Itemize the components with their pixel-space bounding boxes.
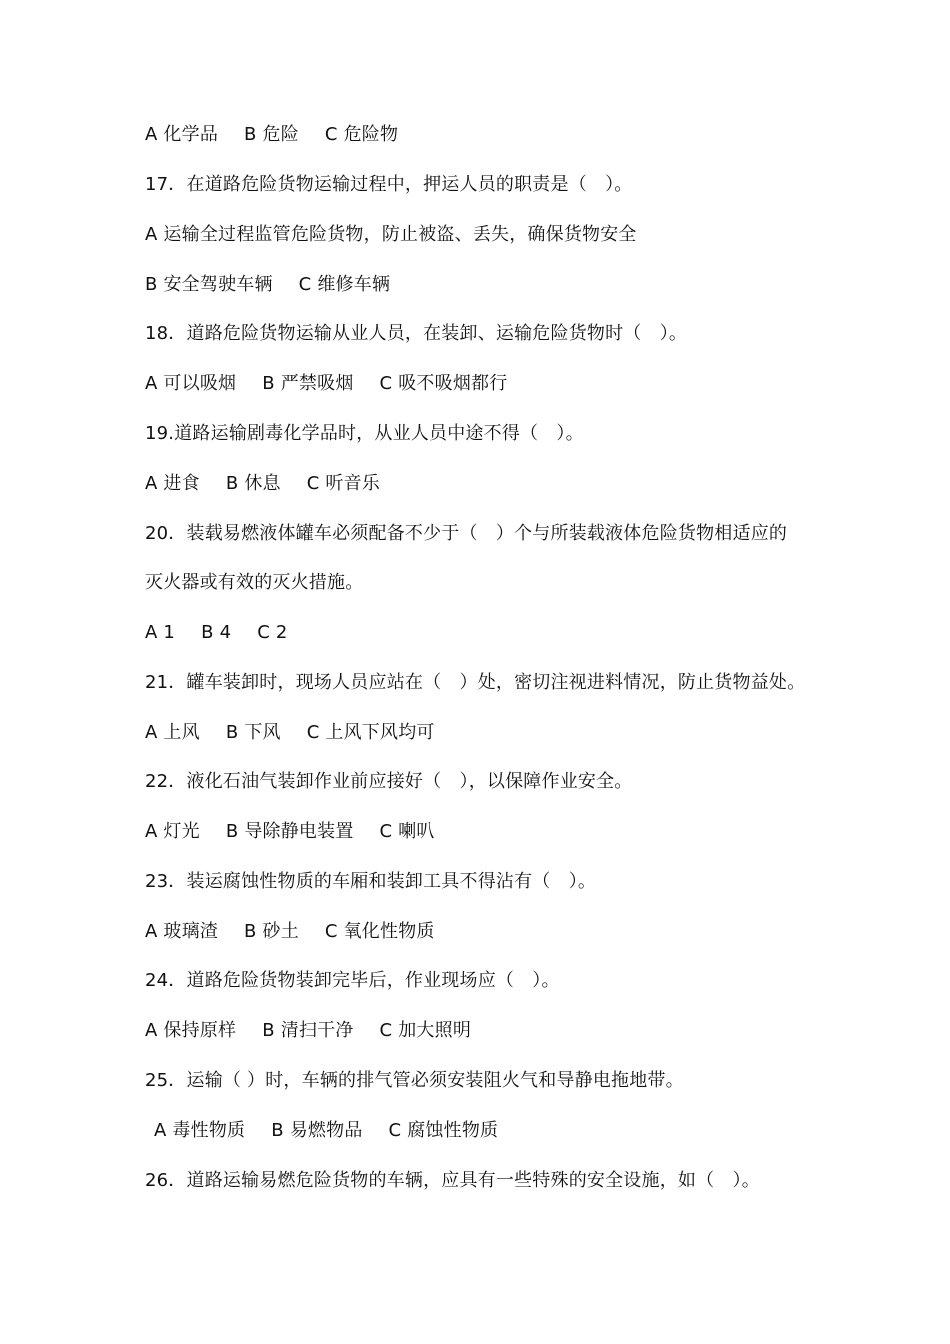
options-21 [145, 720, 845, 746]
option-b: B 导除静电装置 [225, 821, 354, 842]
question-26: 26．道路运输易燃危险货物的车辆，应具有一些特殊的安全设施，如（ ）。 [145, 1170, 760, 1191]
option-a: A 化学品 [145, 124, 219, 145]
question-19: 19.道路运输剧毒化学品时，从业人员中途不得（ ）。 [145, 423, 584, 444]
question-24: 24．道路危险货物装卸完毕后，作业现场应（ ）。 [145, 970, 560, 991]
options-20 [145, 620, 845, 646]
option-b: B 易燃物品 [271, 1120, 363, 1141]
option-a: A 运输全过程监管危险货物，防止被盗、丢失，确保货物安全 [145, 224, 637, 245]
option-a: A 保持原样 [145, 1020, 237, 1041]
options-16 [145, 122, 845, 148]
options-17bc [145, 272, 845, 298]
question-22: 22．液化石油气装卸作业前应接好（ ），以保障作业安全。 [145, 771, 633, 792]
option-c: C 危险物 [324, 124, 399, 145]
option-b: B 下风 [225, 722, 281, 743]
options-17a [145, 222, 845, 248]
option-b: B 4 [201, 622, 232, 643]
options-22 [145, 819, 845, 845]
option-a: A 1 [145, 622, 176, 643]
option-a: A 进食 [145, 473, 200, 494]
option-c: C 上风下风均可 [306, 722, 435, 743]
option-c: C 吸不吸烟都行 [379, 373, 508, 394]
option-b: B 砂土 [244, 921, 299, 942]
option-c: C 喇叭 [379, 821, 435, 842]
question-17: 17．在道路危险货物运输过程中，押运人员的职责是（ ）。 [145, 174, 633, 195]
options-19 [145, 471, 845, 497]
option-b: B 休息 [225, 473, 281, 494]
question-18: 18．道路危险货物运输从业人员，在装卸、运输危险货物时（ ）。 [145, 323, 688, 344]
option-c: C 2 [257, 622, 288, 643]
options-18 [145, 371, 845, 397]
option-b: B 安全驾驶车辆 [145, 274, 273, 295]
option-a: A 毒性物质 [154, 1120, 246, 1141]
option-c: C 听音乐 [306, 473, 381, 494]
options-23 [145, 919, 845, 945]
question-25: 25．运输（ ）时，车辆的排气管必须安装阻火气和导静电拖地带。 [145, 1070, 684, 1091]
option-c: C 加大照明 [379, 1020, 472, 1041]
option-c: C 腐蚀性物质 [388, 1120, 499, 1141]
option-b: B 严禁吸烟 [262, 373, 354, 394]
option-b: B 清扫干净 [262, 1020, 354, 1041]
question-20: 20．装载易燃液体罐车必须配备不少于（ ）个与所装载液体危险货物相适应的 [145, 523, 788, 544]
option-a: A 上风 [145, 722, 200, 743]
question-21: 21．罐车装卸时，现场人员应站在（ ）处，密切注视进料情况，防止货物益处。 [145, 672, 806, 693]
option-a: A 可以吸烟 [145, 373, 237, 394]
options-24 [145, 1018, 845, 1044]
option-a: A 灯光 [145, 821, 200, 842]
option-c: C 维修车辆 [298, 274, 391, 295]
option-c: C 氧化性物质 [324, 921, 435, 942]
option-a: A 玻璃渣 [145, 921, 219, 942]
question-23: 23．装运腐蚀性物质的车厢和装卸工具不得沾有（ ）。 [145, 871, 597, 892]
option-b: B 危险 [244, 124, 299, 145]
question-20-continued: 灭火器或有效的灭火措施。 [145, 572, 364, 593]
options-25 [154, 1118, 854, 1144]
